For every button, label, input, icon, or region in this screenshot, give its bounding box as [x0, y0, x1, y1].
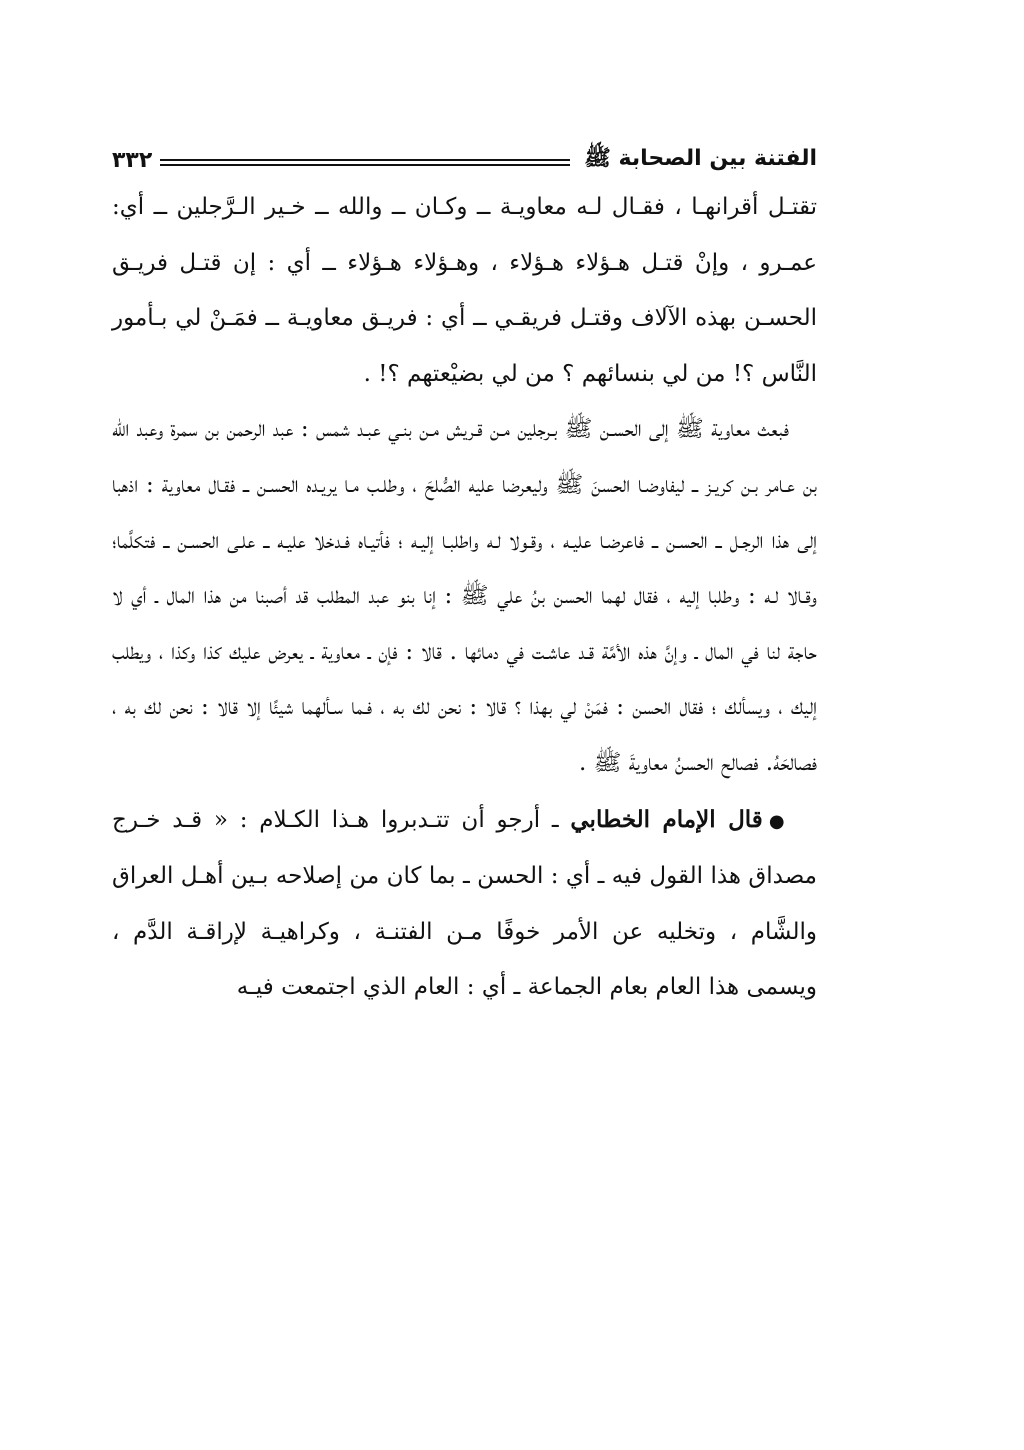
- header-title: الفتنة بين الصحابة ﷺ: [584, 146, 817, 171]
- header-double-rule: [160, 159, 570, 166]
- paragraph-text: ـ أرجو أن تتـدبروا هـذا الكـلام : « قـد خـرج مصداق هذا القول فيه ـ أي : الحسن ـ بما كان من إصلاحه بـين أهـل العراق والشَّام ، وتخليه عن الأمر خوفًا مـن الفتنـة ، وكراهيـة لإراقـة الدَّم ، ويسمى هذا العام بعام الجماعة ـ أي : العام الذي اجتمعت فيـه: [112, 806, 817, 1001]
- page-number: ٣٣٢: [112, 147, 153, 173]
- body-text: [112, 180, 817, 1016]
- paragraph: فبعث معاوية ﷺ إلى الحسـن ﷺ بـرجلين مـن قـريش مـن بنـي عبـد شمس : عبد الرحمن بن سمرة وعبد الله بن عـامر بـن كريـز ــ ليفاوضـا الحسنَ ﷺ وليعرضا عليه الصُّلحَ ، وطلـب مـا يريـده الحسـن ــ فقـال معاوية : اذهبا إلى هذا الرجـل ــ الحسـن ــ فاعرضـا عليـه ، وقـولا لـه واطلبـا إليـه ؛ فأتيـاه فـدخلا عليـه ــ علـى الحسـن ــ فتكلَّما؛وقـالا لـه : وطلبا إليه ، فقال لهما الحسن بنُ علي ﷺ : إنا بنو عبد المطلب قد أصبنا من هذا المال ـ أي لا حاجة لنا في المال ـ وإنَّ هذه الأمَّة قـد عاشـت في دمائها . قالا : فإن ـ معاوية ـ يعرض عليك كذا وكذا ، ويطلب إليك ، ويسألك ؛ فقال الحسن : فمَنْ لي بهذا ؟ قالا : نحن لك به ، فـما سـألهما شيئًا إلا قالا : نحن لك به ، فصالحَهُ. فصالح الحسنُ معاويةَ ﷺ .: [112, 416, 817, 776]
- quoted-scholar-name: قال الإمام الخطابي: [570, 805, 763, 833]
- bullet-icon: ●: [768, 810, 789, 832]
- paragraph: [112, 792, 817, 1016]
- paragraph: تقتـل أقرانهـا ، فقـال لـه معاويـة ــ وكـان ــ والله ــ خـير الـرَّجلين ــ أي: عمـرو ، وإنْ قتـل هـؤلاء هـؤلاء ، وهـؤلاء هـؤلاء ــ أي : إن قتـل فريـق الحسـن بهذه الآلاف وقتـل فريقـي ــ أي : فريـق معاويـة ــ فمَـنْ لي بـأمور النَّاس ؟! من لي بنسائهم ؟ من لي بضيْعتهم ؟! .: [112, 194, 817, 387]
- running-header: [112, 140, 817, 180]
